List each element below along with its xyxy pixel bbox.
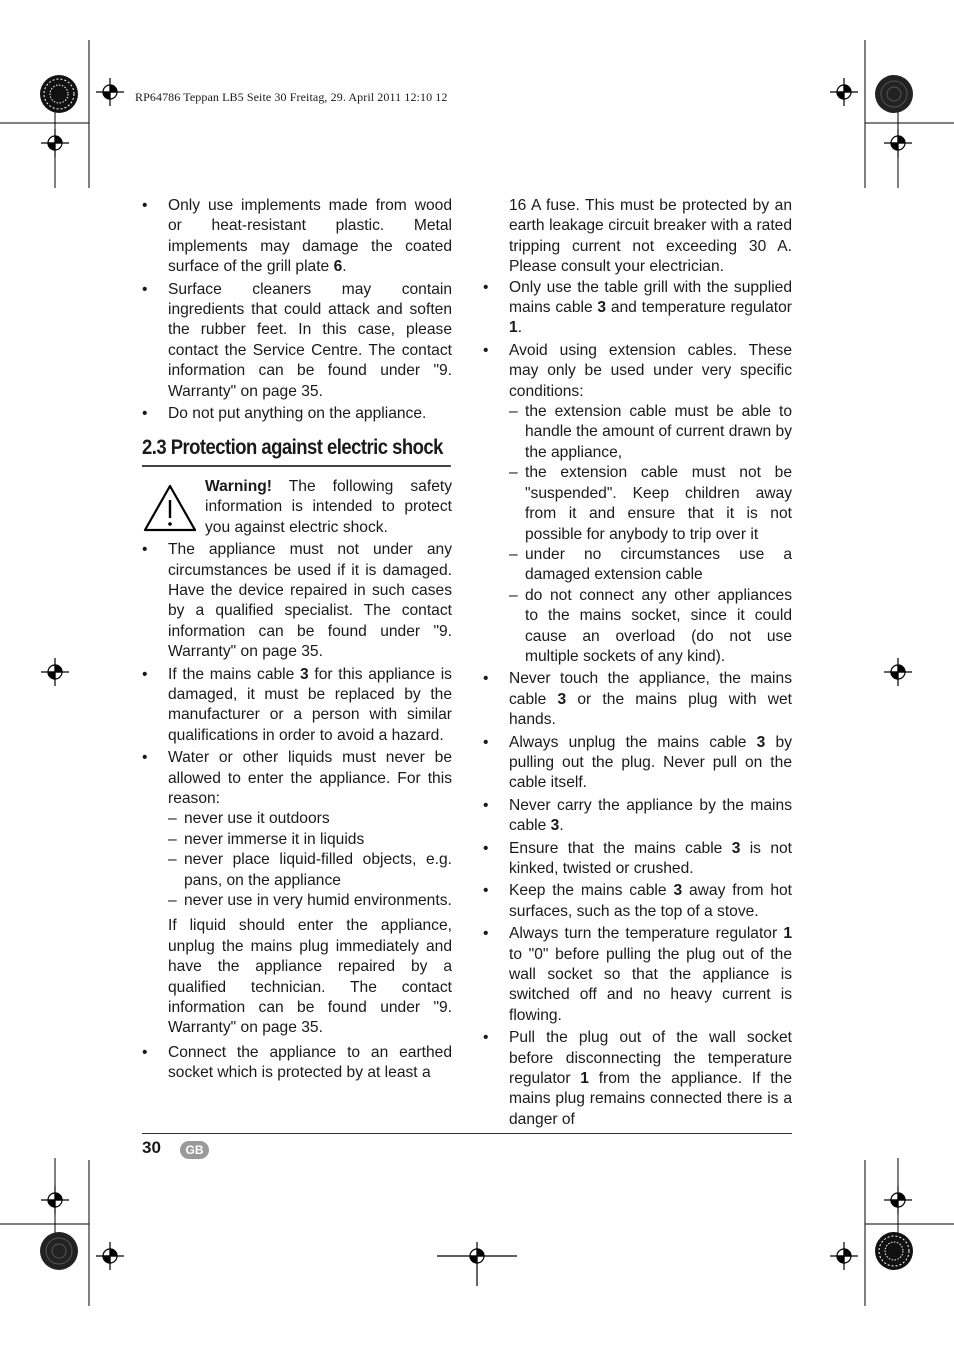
text: The following safety information is intended to protect you against electric shock. bbox=[205, 477, 452, 536]
text: and temperature regulator bbox=[606, 299, 792, 317]
text: • The appliance must not under any circumstances be used if it is damaged. Have the device repaired in such cases by a qualified specialist. The contact information can be found under "9. Warranty" on page 35. bbox=[168, 541, 452, 661]
text: Pull the plug out of the wall socket before disconnecting the temperature regulator bbox=[509, 1029, 792, 1088]
list-item bbox=[483, 1028, 792, 1130]
part-number: 3 bbox=[597, 299, 607, 317]
language-badge: GB bbox=[180, 1141, 209, 1159]
footer-divider bbox=[142, 1133, 792, 1134]
part-number: 6 bbox=[333, 258, 343, 276]
list-item bbox=[483, 796, 792, 837]
text: by pulling out the plug. Never pull on the cable itself. bbox=[509, 733, 792, 792]
part-number: 1 bbox=[580, 1070, 589, 1088]
print-slug-header: RP64786 Teppan LB5 Seite 30 Freitag, 29. April 2011 12:10 12 bbox=[135, 90, 448, 104]
text: Always unplug the mains cable bbox=[509, 733, 757, 751]
list-item bbox=[142, 665, 452, 747]
text: • Avoid using extension cables. These may only be used under very specific conditions: bbox=[509, 341, 792, 400]
text: or the mains plug with wet hands. bbox=[509, 690, 792, 729]
warning-triangle-icon bbox=[142, 483, 198, 533]
part-number: 3 bbox=[756, 733, 766, 751]
list-item bbox=[142, 748, 452, 1039]
text: If liquid should enter the appliance, unplug the mains plug immediately and have the appliance repaired by a qualified technician. The contact information can be found under "9. Warranty" on page 35. bbox=[168, 917, 452, 1037]
list-item bbox=[483, 341, 792, 668]
text: • Connect the appliance to an earthed socket which is protected by at least a bbox=[168, 1043, 452, 1082]
text: 16 A fuse. This must be protected by an earth leakage circuit breaker with a rated tripping current not exceeding 30 A. Please consult your electrician. bbox=[509, 197, 792, 276]
part-number: 3 bbox=[300, 665, 309, 683]
text: If the mains cable bbox=[168, 665, 301, 683]
sub-list-item: – never use it outdoors bbox=[168, 809, 452, 829]
warning-notice bbox=[142, 477, 452, 538]
list-item bbox=[142, 404, 452, 424]
text: Ensure that the mains cable bbox=[509, 839, 732, 857]
sub-list-item: – the extension cable must be able to handle the amount of current drawn by the appliance, bbox=[509, 402, 792, 463]
text: for this appliance is damaged, it must be replaced by the manufacturer or a person with similar qualifications in order to avoid a hazard. bbox=[168, 665, 452, 744]
list-item bbox=[142, 540, 452, 662]
sub-list-item: – never immerse it in liquids bbox=[168, 830, 452, 850]
text: Never carry the appliance by the mains cable bbox=[509, 796, 792, 835]
list-item bbox=[483, 669, 792, 730]
sub-list-item: – never place liquid-filled objects, e.g. pans, on the appliance bbox=[168, 850, 452, 891]
sub-list-item: – the extension cable must not be "suspended". Keep children away from it and ensure that it is not possible for anybody to trip over it bbox=[509, 463, 792, 545]
text: Only use implements made from wood or heat-resistant plastic. Metal implements may damage the coated surface of the grill plate bbox=[168, 197, 452, 276]
text: • Surface cleaners may contain ingredients that could attack and soften the rubber feet. In this case, please contact the Service Centre. The contact information can be found under "9. Warranty" on page 35. bbox=[168, 280, 452, 400]
text: . bbox=[559, 817, 564, 835]
left-column bbox=[142, 196, 452, 1086]
text: Never touch the appliance, the mains cable bbox=[509, 670, 792, 708]
list-item bbox=[483, 924, 792, 1026]
list-item bbox=[142, 280, 452, 402]
text: Keep the mains cable bbox=[509, 882, 674, 900]
list-item bbox=[483, 839, 792, 880]
sub-list-item: – under no circumstances use a damaged extension cable bbox=[509, 545, 792, 586]
text: to "0" before pulling the plug out of the wall socket so that the appliance is switched off and no heavy current is flowing. bbox=[509, 945, 792, 1024]
text: • Water or other liquids must never be allowed to enter the appliance. For this reason: bbox=[168, 749, 452, 807]
list-item bbox=[483, 733, 792, 794]
list-item bbox=[483, 881, 792, 922]
part-number: 3 bbox=[673, 882, 683, 900]
text: Only use the table grill with the supplied mains cable bbox=[509, 278, 792, 317]
section-heading: 2.3 Protection against electric shock bbox=[142, 438, 451, 466]
list-item bbox=[142, 196, 452, 278]
right-column bbox=[483, 196, 792, 1132]
text: • Do not put anything on the appliance. bbox=[168, 405, 427, 423]
text: is not kinked, twisted or crushed. bbox=[509, 839, 792, 877]
warning-label: Warning! bbox=[205, 477, 272, 495]
list-item bbox=[142, 1043, 452, 1084]
sub-list-item: – do not connect any other appliances to the mains socket, since it could cause an overload (do not use multiple sockets of any kind). bbox=[509, 586, 792, 668]
list-item bbox=[483, 278, 792, 339]
text: Always turn the temperature regulator bbox=[509, 925, 784, 943]
page-number: 30 bbox=[142, 1138, 161, 1157]
text: from the appliance. If the mains plug remains connected there is a danger of bbox=[509, 1070, 792, 1128]
text: . bbox=[342, 258, 347, 276]
part-number: 1 bbox=[783, 925, 792, 943]
text: away from hot surfaces, such as the top of a stove. bbox=[509, 882, 792, 920]
part-number: 3 bbox=[557, 690, 567, 708]
part-number: 1 bbox=[509, 319, 518, 337]
part-number: 3 bbox=[731, 839, 741, 857]
sub-list-item: – never use in very humid environments. bbox=[168, 891, 452, 911]
text: . bbox=[517, 319, 523, 337]
part-number: 3 bbox=[550, 817, 560, 835]
